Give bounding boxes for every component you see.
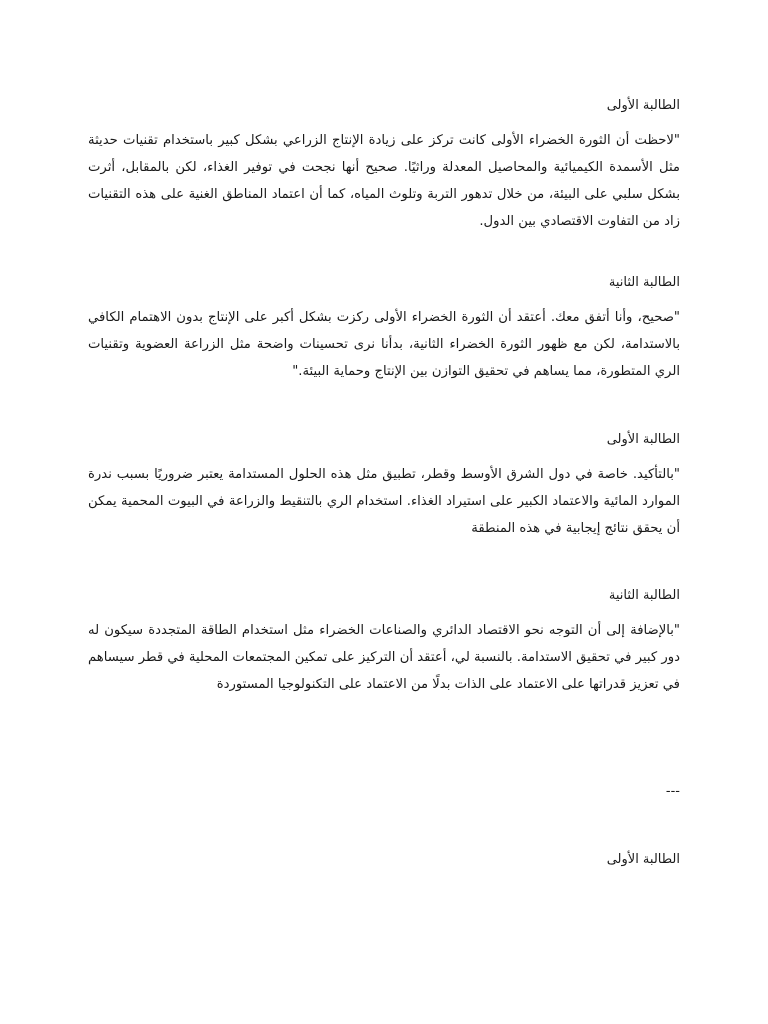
dialogue-section-4 — [88, 587, 680, 698]
speaker-label: الطالبة الأولى — [606, 852, 680, 867]
dialogue-section-1 — [88, 97, 680, 235]
dialogue-paragraph: "لاحظت أن الثورة الخضراء الأولى كانت تركز على زيادة الإنتاج الزراعي بشكل كبير باستخدام تقنيات حديثة مثل الأسمدة الكيميائية والمحاصيل المعدلة وراثيًا. صحيح أنها نجحت في توفير الغذاء، لكن بالمقابل، أثرت بشكل سلبي على البيئة، من خلال تدهور التربة وتلوث المياه، كما أن اعتماد المناطق الغنية على هذه التقنيات زاد من التفاوت الاقتصادي بين الدول. — [88, 133, 680, 229]
speaker-label: الطالبة الثانية — [608, 588, 680, 603]
speaker-label: الطالبة الأولى — [606, 432, 680, 447]
dialogue-section-2 — [88, 274, 680, 385]
dialogue-paragraph: "بالتأكيد. خاصة في دول الشرق الأوسط وقطر، تطبيق مثل هذه الحلول المستدامة يعتبر ضروريًا بسبب ندرة الموارد المائية والاعتماد الكبير على استيراد الغذاء. استخدام الري بالتنقيط والزراعة في البيوت المحمية يمكن أن يحقق نتائج إيجابية في هذه المنطقة — [88, 467, 680, 536]
dialogue-paragraph: "صحيح، وأنا أتفق معك. أعتقد أن الثورة الخضراء الأولى ركزت بشكل أكبر على الإنتاج بدون الاهتمام الكافي بالاستدامة، لكن مع ظهور الثورة الخضراء الثانية، بدأنا نرى تحسينات واضحة مثل الزراعة العضوية وتقنيات الري المتطورة، مما يساهم في تحقيق التوازن بين الإنتاج وحماية البيئة." — [88, 310, 680, 379]
dialogue-paragraph: "بالإضافة إلى أن التوجه نحو الاقتصاد الدائري والصناعات الخضراء مثل استخدام الطاقة المتجددة سيكون له دور كبير في تحقيق الاستدامة. بالنسبة لي، أعتقد أن التركيز على تمكين المجتمعات المحلية في قطر سيساهم في تعزيز قدراتها على الاعتماد على الذات بدلًا من الاعتماد على التكنولوجيا المستوردة — [88, 623, 680, 692]
speaker-label: الطالبة الثانية — [608, 275, 680, 290]
section-separator: --- — [665, 784, 680, 799]
dialogue-section-3 — [88, 431, 680, 542]
speaker-label: الطالبة الأولى — [606, 98, 680, 113]
